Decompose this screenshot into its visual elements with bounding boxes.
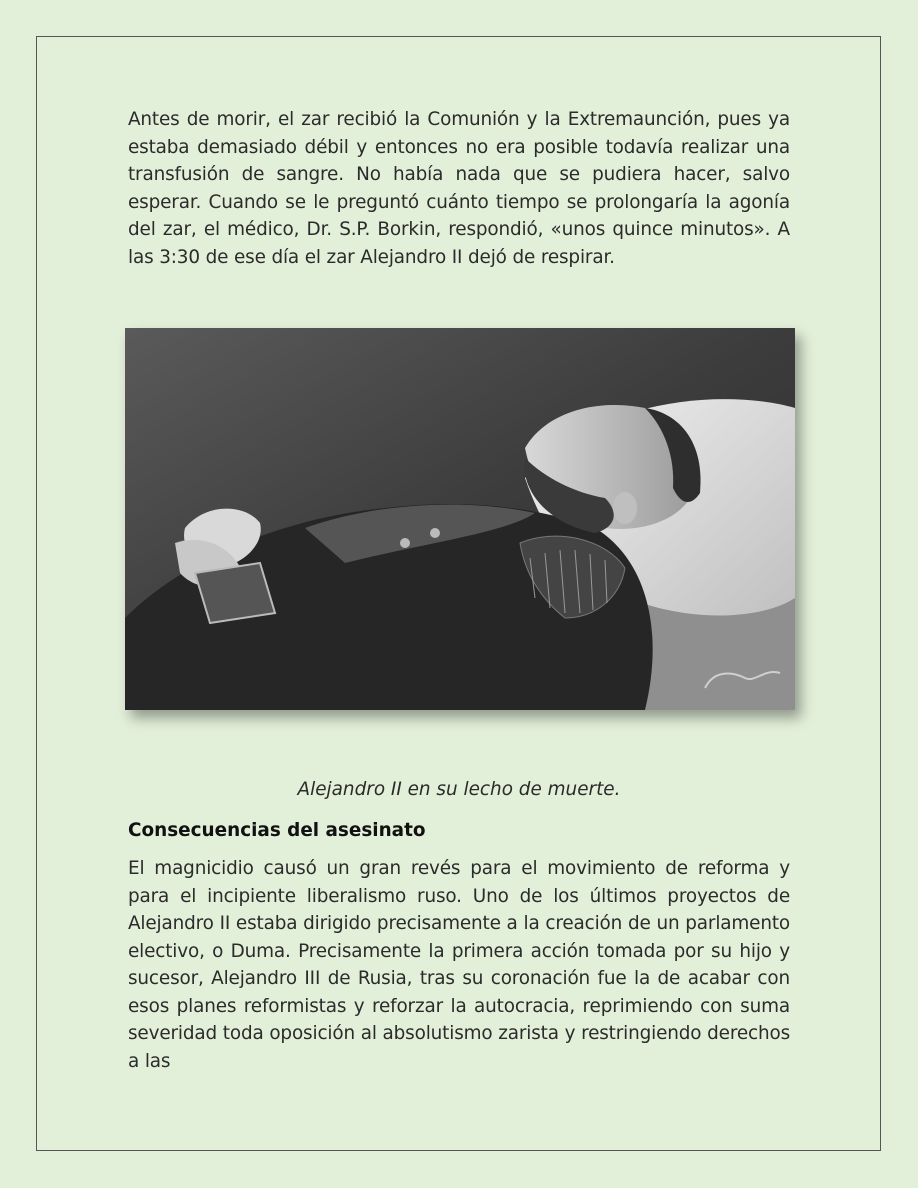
deathbed-photo-drawing <box>125 328 795 710</box>
paragraph-death-of-tsar: Antes de morir, el zar recibió la Comunión y la Extremaunción, pues ya estaba demasiado débil y entonces no era posible todavía realizar una transfusión de sangre. No había nada que se pudiera hacer, salvo esperar. Cuando se le preguntó cuánto tiempo se prolongaría la agonía del zar, el médico, Dr. S.P. Borkin, respondió, «unos quince minutos». A las 3:30 de ese día el zar Alejandro II dejó de respirar. <box>128 109 790 268</box>
paragraph-consequences: El magnicidio causó un gran revés para el movimiento de reforma y para el incipiente liberalismo ruso. Uno de los últimos proyectos de Alejandro II estaba dirigido precisamente a la creación de un parlamento electivo, o Duma. Precisamente la primera acción tomada por su hijo y sucesor, Alejandro III de Rusia, tras su coronación fue la de acabar con esos planes reformistas y reforzar la autocracia, reprimiendo con suma severidad toda oposición al absolutismo zarista y restringiendo derechos a las <box>128 858 790 1072</box>
section-body-block <box>128 855 790 1075</box>
section-heading: Consecuencias del asesinato <box>128 820 426 841</box>
deathbed-photograph <box>125 328 795 710</box>
figure-caption: Alejandro II en su lecho de muerte. <box>297 779 621 800</box>
body-text-block <box>128 106 790 271</box>
